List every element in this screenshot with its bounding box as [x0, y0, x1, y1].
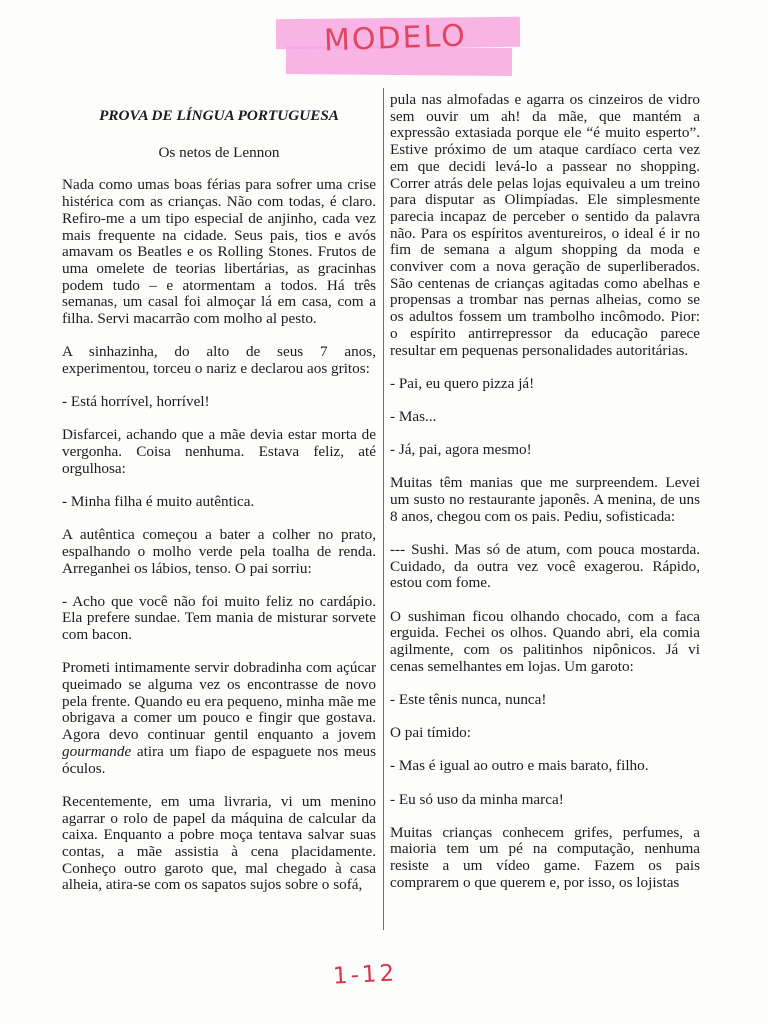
paragraph-text: atira um fiapo de espaguete nos meus óculos.	[62, 742, 376, 777]
paragraph-text: Prometi intimamente servir dobradinha com açúcar queimado se alguma vez os encontrasse de novo pela frente. Quando eu era pequeno, minha mãe me obrigava a comer um pouco e fingir que gostava. Agora devo continuar gentil enquanto a jovem	[62, 659, 376, 744]
model-stamp	[276, 15, 520, 75]
dialogue-line: - Eu só uso da minha marca!	[390, 790, 564, 808]
dialogue-line: - Mas é igual ao outro e mais barato, filho.	[390, 757, 649, 775]
dialogue-line: - Mas...	[390, 407, 437, 425]
paragraph: A sinhazinha, do alto de seus 7 anos, experimentou, torceu o nariz e declarou aos gritos:	[62, 343, 376, 377]
dialogue-paragraph: - Acho que você não foi muito feliz no cardápio. Ela prefere sundae. Tem mania de misturar sorvete com bacon.	[62, 592, 376, 644]
exam-heading: PROVA DE LÍNGUA PORTUGUESA	[99, 107, 339, 124]
dialogue-line: - Pai, eu quero pizza já!	[390, 374, 535, 392]
paragraph	[62, 660, 376, 777]
paragraph: Disfarcei, achando que a mãe devia estar morta de vergonha. Coisa nenhuma. Estava feliz, até orgulhosa:	[62, 426, 376, 477]
page-number: 1-12	[332, 960, 398, 990]
paragraph: O sushiman ficou olhando chocado, com a faca erguida. Fechei os olhos. Quando abri, ela comia agilmente, com os palitinhos nipônicos. Já vi cenas semelhantes em lojas. Um garoto:	[390, 607, 700, 675]
dialogue-line: - Minha filha é muito autêntica.	[62, 492, 255, 510]
dialogue-line: - Já, pai, agora mesmo!	[390, 441, 532, 459]
dialogue-paragraph: --- Sushi. Mas só de atum, com pouca mostarda. Cuidado, da outra vez você exagerou. Rápido, estou com fome.	[390, 540, 700, 592]
dialogue-line: - Este tênis nunca, nunca!	[390, 690, 547, 708]
left-column	[62, 100, 376, 911]
text-title: Os netos de Lennon	[158, 143, 280, 161]
paragraph: Muitas crianças conhecem grifes, perfumes, a maioria tem um pé na computação, nenhuma resiste a um vídeo game. Fazem os pais comprarem o que querem e, por isso, os lojistas	[390, 823, 700, 891]
paragraph: pula nas almofadas e agarra os cinzeiros de vidro sem ouvir um ah! da mãe, que mantém a expressão extasiada porque ele “é muito esperto”. Estive próximo de um ataque cardíaco certa vez em que decidi levá-lo a passear no shopping. Correr atrás dele pelas lojas equivaleu a um treino para disputar as Olimpíadas. Ele simplesmente parecia incapaz de perceber o sentido da palavra não. Para os espíritos aventureiros, o ideal é ir no fim de semana a algum shopping da moda e conviver com a nova geração de superliberados. São centenas de crianças agitadas como abelhas e propensas a trombar nas pernas alheias, como se os adultos fossem um trambolho incômodo. Pior: o espírito antirrepressor da educação parece resultar em pequenas personalidades autoritárias.	[390, 91, 700, 359]
paragraph: Nada como umas boas férias para sofrer uma crise histérica com as crianças. Não com todas, é claro. Refiro-me a um tipo especial de anjinho, cada vez mais frequente na cidade. Seus pais, tios e avós amavam os Beatles e os Rolling Stones. Frutos de uma omelete de teorias libertárias, as gracinhas podem tudo – e atormentam a todos. Há três semanas, um casal foi almoçar lá em casa, com a filha. Servi macarrão com molho al pesto.	[62, 176, 376, 328]
emphasis-word: gourmande	[62, 742, 132, 760]
paragraph: A autêntica começou a bater a colher no prato, espalhando o molho verde pela toalha de renda. Arreganhei os lábios, tenso. O pai sorriu:	[62, 526, 376, 577]
dialogue-line: - Está horrível, horrível!	[62, 393, 210, 411]
paragraph: Recentemente, em uma livraria, vi um menino agarrar o rolo de papel da máquina de calcular da caixa. Enquanto a pobre moça tentava salvar suas contas, a mãe assistia à cena placidamente. Conheço outro garoto que, mal chegado à casa alheia, atira-se com os sapatos sujos sobre o sofá,	[62, 792, 376, 894]
dialogue-line: O pai tímido:	[390, 724, 471, 742]
stamp-text: MODELO	[323, 18, 468, 59]
column-divider	[383, 88, 384, 930]
right-column	[390, 92, 700, 908]
paragraph: Muitas têm manias que me surpreendem. Levei um susto no restaurante japonês. A menina, de uns 8 anos, chegou com os pais. Pediu, sofisticada:	[390, 474, 700, 525]
